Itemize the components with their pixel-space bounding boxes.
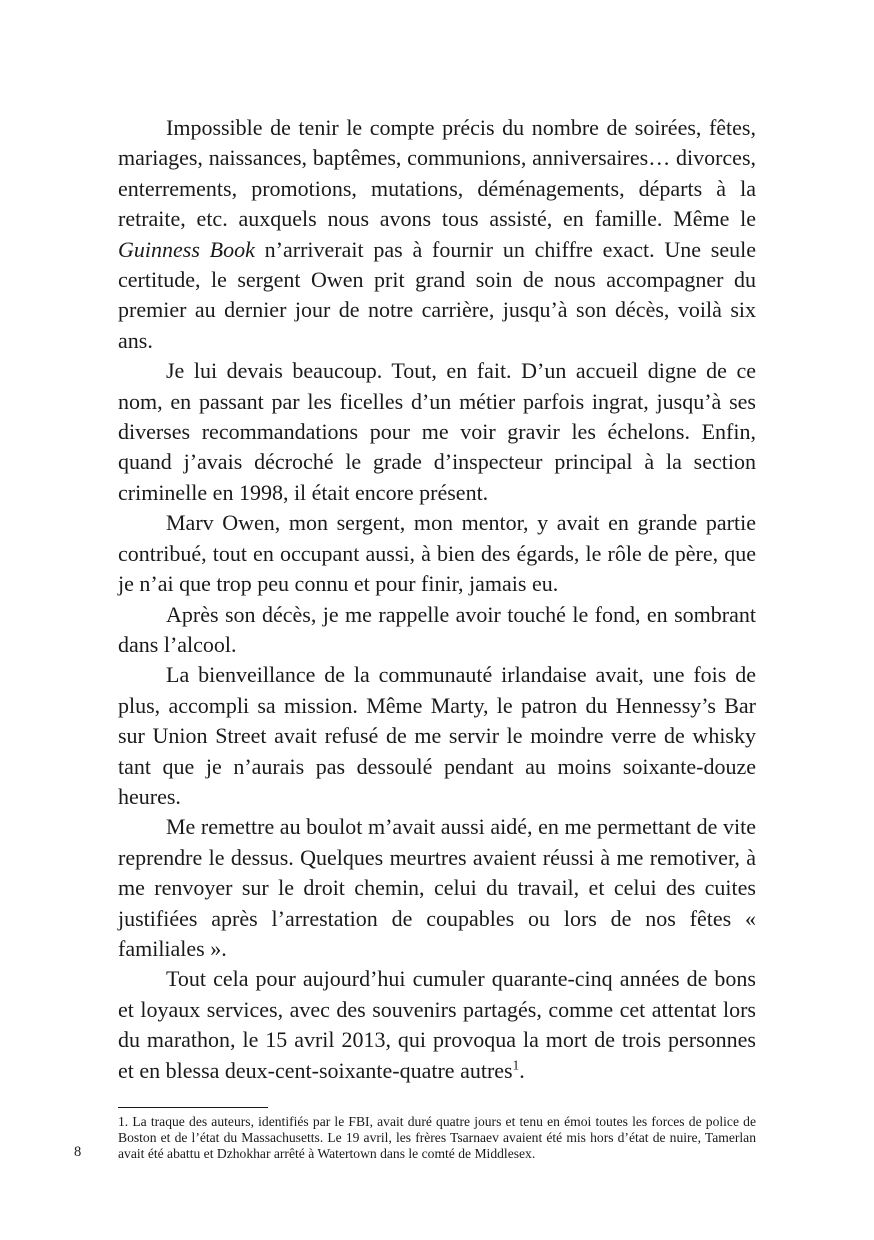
paragraph-1-text-end: n’arriverait pas à fournir un chiffre exact. Une seule certitude, le sergent Owen prit grand soin de nous accompagner du premier au dernier jour de notre carrière, jusqu’à son décès, voilà six ans. [118, 236, 756, 353]
footnote: 1. La traque des auteurs, identifiés par le FBI, avait duré quatre jours et tenu en émoi toutes les forces de police de Boston et de l’état du Massachusetts. Le 19 avril, les frères Tsarnaev avaient été mis hors d’état de nuire, Tamerlan avait été abattu et Dzhokhar arrêté à Watertown dans le comté de Middlesex. [118, 1114, 756, 1161]
paragraph-7-end: . [519, 1057, 525, 1083]
italic-title: Guinness Book [118, 236, 255, 262]
page-number: 8 [74, 1144, 82, 1160]
paragraph-2: Je lui devais beaucoup. Tout, en fait. D’un accueil digne de ce nom, en passant par les ficelles d’un métier parfois ingrat, jusqu’à ses diverses recommandations pour me voir gravir les échelons. Enfin, quand j’avais décroché le grade d’inspecteur principal à la section criminelle en 1998, il était encore présent. [118, 358, 756, 505]
paragraph-3: Marv Owen, mon sergent, mon mentor, y avait en grande partie contribué, tout en occupant aussi, à bien des égards, le rôle de père, que je n’ai que trop peu connu et pour finir, jamais eu. [118, 510, 756, 597]
paragraph-7-text: Tout cela pour aujourd’hui cumuler quarante-cinq années de bons et loyaux services, avec des souvenirs partagés, comme cet attentat lors du marathon, le 15 avril 2013, qui provoqua la mort de trois personnes et en blessa deux-cent-soixante-quatre autres [118, 966, 756, 1083]
paragraph-1 [118, 113, 756, 356]
page-body [118, 113, 756, 1086]
paragraph-1-text: Impossible de tenir le compte précis du nombre de soirées, fêtes, mariages, naissances, baptêmes, communions, anniversaires… divorces, enterrements, promotions, mutations, déménagements, départs à la retraite, etc. auxquels nous avons tous assisté, en famille. Même le [118, 115, 756, 232]
paragraph-6: Me remettre au boulot m’avait aussi aidé, en me permettant de vite reprendre le dessus. Quelques meurtres avaient réussi à me remotiver, à me renvoyer sur le droit chemin, celui du travail, et celui des cuites justifiées après l’arrestation de coupables ou lors de nos fêtes « familiales ». [118, 814, 756, 961]
paragraph-5: La bienveillance de la communauté irlandaise avait, une fois de plus, accompli sa mission. Même Marty, le patron du Hennessy’s Bar sur Union Street avait refusé de me servir le moindre verre de whisky tant que je n’aurais pas dessoulé pendant au moins soixante-douze heures. [118, 662, 756, 809]
paragraph-7 [118, 964, 756, 1086]
footnote-reference: 1 [512, 1057, 520, 1073]
footnote-divider [118, 1107, 268, 1108]
paragraph-4: Après son décès, je me rappelle avoir touché le fond, en sombrant dans l’alcool. [118, 601, 756, 657]
